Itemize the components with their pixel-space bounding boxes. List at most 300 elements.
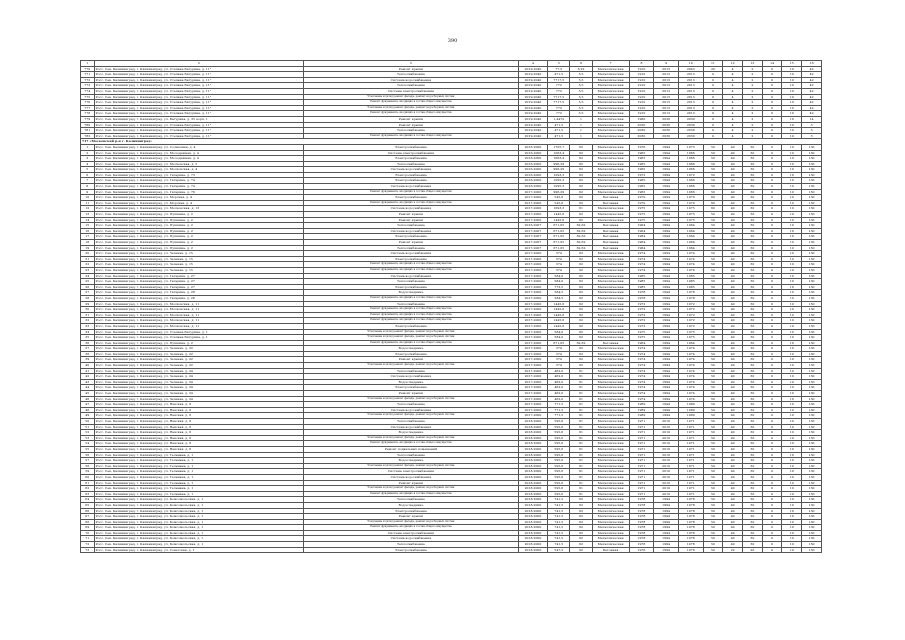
table-cell: 2018-2000: [518, 458, 548, 464]
table-cell: 130: [802, 346, 822, 352]
table-cell: 2019-2040: [518, 72, 548, 78]
table-cell: 772: [548, 111, 570, 117]
table-cell: 2019-2040: [518, 128, 548, 134]
table-cell: 50: [703, 301, 723, 307]
table-cell: 1971: [629, 469, 654, 475]
table-cell: 0: [762, 240, 782, 246]
table-cell: 50: [703, 234, 723, 240]
table-cell: 30: [743, 329, 763, 335]
table-cell: 0: [762, 256, 782, 262]
table-cell: 10: [782, 144, 802, 150]
table-cell: 62: [570, 542, 592, 548]
table-cell: Металлическая: [592, 419, 629, 425]
table-cell: Система водоснабжения: [304, 273, 519, 279]
table-cell: 2010: [654, 435, 679, 441]
table-cell: 130: [802, 497, 822, 503]
table-cell: Металлическая: [592, 206, 629, 212]
table-cell: 4: [723, 111, 743, 117]
table-cell: 2017-2000: [518, 363, 548, 369]
table-cell: 0: [762, 542, 782, 548]
table-cell: 61: [570, 424, 592, 430]
table-cell: 130: [802, 200, 822, 206]
table-cell: 10: [782, 474, 802, 480]
table-cell: 2010: [654, 419, 679, 425]
table-cell: 1975: [678, 212, 703, 218]
table-cell: 40: [723, 363, 743, 369]
table-cell: 52: [81, 430, 95, 436]
table-cell: 30: [743, 480, 763, 486]
table-cell: Водоотведение: [304, 346, 519, 352]
table-cell: 50: [703, 267, 723, 273]
table-cell: 1971: [629, 486, 654, 492]
table-cell: 0: [762, 66, 782, 72]
table-cell: Водоотведение: [304, 379, 519, 385]
table-cell: Система водоснабжения: [304, 474, 519, 480]
table-cell: 1971: [629, 458, 654, 464]
table-cell: Росс. Сев. Калининград, г. Калининград, ул. Московская, д. 11: [94, 307, 304, 313]
table-cell: 62: [570, 150, 592, 156]
table-cell: 1971: [629, 491, 654, 497]
table-cell: 1985: [629, 284, 654, 290]
table-cell: 42: [802, 111, 822, 117]
table-cell: 1974: [678, 374, 703, 380]
table-cell: 130: [802, 256, 822, 262]
table-cell: 30: [743, 346, 763, 352]
table-cell: 1910: [629, 72, 654, 78]
table-cell: 1971: [678, 435, 703, 441]
table-cell: 741,5: [548, 497, 570, 503]
table-cell: 40: [723, 346, 743, 352]
table-cell: 40: [723, 435, 743, 441]
table-cell: 1: [570, 116, 592, 122]
table-cell: Росс. Сев. Калининград, г. Калининград, ул. Зеленая, д. 24: [94, 385, 304, 391]
table-cell: 1965: [629, 184, 654, 190]
table-cell: Система водоснабжения: [304, 407, 519, 413]
table-cell: 50: [703, 156, 723, 162]
table-cell: 545,6: [548, 195, 570, 201]
table-cell: 62: [570, 273, 592, 279]
table-cell: 0: [762, 144, 782, 150]
table-cell: 50: [703, 256, 723, 262]
table-cell: 2017-2000: [518, 379, 548, 385]
table-cell: 4: [723, 105, 743, 111]
table-cell: 130: [802, 530, 822, 536]
table-cell: 1970: [629, 195, 654, 201]
table-cell: 50: [703, 346, 723, 352]
table-cell: Росс. Сев. Калининград, г. Калининград, ул. Московская, д. 11: [94, 301, 304, 307]
table-cell: 130: [802, 340, 822, 346]
table-cell: Металлическая: [592, 514, 629, 520]
table-cell: 13: [81, 212, 95, 218]
table-cell: Водоотведение: [304, 430, 519, 436]
table-cell: 42: [802, 88, 822, 94]
table-cell: 10: [782, 83, 802, 89]
table-cell: 1964: [629, 340, 654, 346]
table-cell: 30: [743, 514, 763, 520]
table-cell: 0: [762, 407, 782, 413]
table-cell: 30: [81, 307, 95, 313]
table-cell: 671,05: [548, 223, 570, 229]
table-cell: Росс. Сев. Калининград, г. Калининград, ул. Московская, д. 4: [94, 167, 304, 173]
table-cell: 1972: [678, 301, 703, 307]
table-cell: 10: [782, 184, 802, 190]
table-cell: 62: [570, 262, 592, 268]
table-cell: 0: [762, 184, 782, 190]
table-cell: 40: [723, 463, 743, 469]
table-cell: 130: [802, 357, 822, 363]
table-cell: 2017-2000: [518, 307, 548, 313]
table-cell: 1994: [654, 279, 679, 285]
table-cell: Металлическая: [592, 407, 629, 413]
table-cell: 1964: [629, 245, 654, 251]
table-cell: Металлическая: [592, 435, 629, 441]
table-cell: Росс. Сев. Калининград, г. Калининград, ул. Зеленая, д. 24: [94, 396, 304, 402]
table-cell: Росс. Сев. Калининград, г. Калининград, ул. Невская, д. 6: [94, 441, 304, 447]
capital-repair-table: [80, 60, 822, 553]
table-cell: 0: [762, 480, 782, 486]
table-cell: 50: [703, 251, 723, 257]
table-cell: 40: [723, 251, 743, 257]
table-cell: 40: [723, 469, 743, 475]
table-cell: Ремонт крыши: [304, 480, 519, 486]
table-cell: 1985: [678, 284, 703, 290]
table-cell: Росс. Сев. Калининград, г. Калининград, ул. Солнечная, д. 4: [94, 144, 304, 150]
table-cell: 1445,6: [548, 301, 570, 307]
table-cell: 1994: [654, 262, 679, 268]
table-cell: 0: [762, 200, 782, 206]
table-cell: 0: [762, 441, 782, 447]
table-cell: 130: [802, 474, 822, 480]
table-cell: 471,5: [548, 72, 570, 78]
table-cell: 60: [703, 200, 723, 206]
column-header: 1: [81, 61, 95, 67]
table-cell: 0: [762, 206, 782, 212]
table-cell: 130: [802, 206, 822, 212]
table-cell: 1971: [678, 491, 703, 497]
table-cell: 30: [743, 368, 763, 374]
table-cell: 0: [762, 329, 782, 335]
column-header: 10: [678, 61, 703, 67]
table-cell: 1989: [629, 413, 654, 419]
table-cell: 73: [81, 547, 95, 553]
table-cell: 1978: [629, 530, 654, 536]
table-cell: 10: [782, 206, 802, 212]
table-cell: 30: [743, 385, 763, 391]
table-cell: 0: [762, 217, 782, 223]
table-cell: 40: [723, 161, 743, 167]
capital-repair-table-container: [80, 60, 822, 553]
table-cell: 130: [802, 413, 822, 419]
table-cell: 20: [81, 251, 95, 257]
table-cell: 0: [762, 83, 782, 89]
table-cell: 0: [762, 72, 782, 78]
table-cell: 0: [762, 262, 782, 268]
table-cell: 2017-2000: [518, 217, 548, 223]
table-cell: 374: [548, 357, 570, 363]
table-cell: 56: [81, 452, 95, 458]
table-cell: Теплоснабжение: [304, 402, 519, 408]
table-cell: Утепление и (или) ремонт фасада, ремонт водосборных систем: [304, 363, 519, 369]
table-cell: 4: [723, 116, 743, 122]
table-cell: 62: [570, 144, 592, 150]
table-cell: 1994: [654, 402, 679, 408]
table-cell: 1974: [629, 346, 654, 352]
table-cell: 2019-2040: [518, 77, 548, 83]
table-cell: 40: [723, 184, 743, 190]
table-cell: 10: [782, 430, 802, 436]
table-cell: 4: [723, 133, 743, 139]
table-row: [81, 262, 822, 268]
table-cell: 31: [81, 312, 95, 318]
table-cell: 2: [743, 111, 763, 117]
table-cell: 50: [703, 430, 723, 436]
table-cell: Росс. Сев. Калининград, г. Калининград, ул. Морская, д. 4: [94, 200, 304, 206]
table-cell: 10: [782, 351, 802, 357]
table-cell: Бетонная: [592, 547, 629, 553]
table-cell: 130: [802, 446, 822, 452]
table-cell: 10: [782, 178, 802, 184]
table-cell: 0: [762, 307, 782, 313]
table-cell: 0: [762, 452, 782, 458]
table-cell: Металлическая: [592, 100, 629, 106]
table-cell: 30: [743, 144, 763, 150]
table-cell: 2019-2040: [518, 116, 548, 122]
table-cell: 130: [802, 391, 822, 397]
table-cell: Металлическая: [592, 172, 629, 178]
table-cell: 773: [81, 83, 95, 89]
table-cell: 0: [762, 284, 782, 290]
table-cell: Металлическая: [592, 94, 629, 100]
table-cell: 2043: [678, 66, 703, 72]
table-cell: 1971: [629, 435, 654, 441]
table-cell: 771: [81, 72, 95, 78]
table-cell: Металлическая: [592, 458, 629, 464]
table-cell: 0: [762, 368, 782, 374]
table-cell: 1978: [678, 290, 703, 296]
table-cell: 40: [723, 273, 743, 279]
table-cell: 62: [570, 536, 592, 542]
table-cell: 2: [743, 105, 763, 111]
table-cell: Металлическая: [592, 525, 629, 531]
table-row: [81, 335, 822, 341]
table-cell: 130: [802, 273, 822, 279]
table-cell: 1989: [678, 402, 703, 408]
table-cell: 2010: [654, 474, 679, 480]
table-cell: 40: [723, 480, 743, 486]
table-cell: Ремонт фундамента, входящих в состав общего имущества: [304, 307, 519, 313]
table-cell: 40: [723, 391, 743, 397]
table-cell: 50: [703, 363, 723, 369]
table-cell: 0: [762, 195, 782, 201]
table-cell: 0: [762, 88, 782, 94]
table-cell: 1910: [629, 88, 654, 94]
table-cell: 2018-2000: [518, 491, 548, 497]
table-cell: Металлическая: [592, 329, 629, 335]
table-cell: 30: [743, 497, 763, 503]
table-cell: Теплоснабжение: [304, 368, 519, 374]
table-cell: 2017-2000: [518, 273, 548, 279]
table-cell: 50: [703, 530, 723, 536]
table-cell: 10: [782, 491, 802, 497]
table-cell: 6: [81, 172, 95, 178]
table-cell: Росс. Сев. Калининград, г. Калининград, ул. Комсомольская, д. 1: [94, 502, 304, 508]
table-cell: Утепление и (или) ремонт фасада, ремонт водосборных систем: [304, 94, 519, 100]
table-cell: Росс. Сев. Калининград, г. Калининград, ул. Невская, д. 6: [94, 419, 304, 425]
table-cell: 741,5: [548, 525, 570, 531]
table-cell: 1971: [678, 474, 703, 480]
table-cell: 50: [703, 446, 723, 452]
table-cell: 130: [802, 195, 822, 201]
table-cell: Металлическая: [592, 508, 629, 514]
table-cell: 50: [703, 474, 723, 480]
table-cell: 62,62: [570, 245, 592, 251]
table-cell: 1978: [678, 497, 703, 503]
table-cell: 595,6: [548, 424, 570, 430]
column-header: 2: [94, 61, 304, 67]
table-cell: 62: [570, 312, 592, 318]
table-cell: 61: [570, 435, 592, 441]
table-cell: 130: [802, 480, 822, 486]
table-cell: 671,05: [548, 245, 570, 251]
table-cell: Металлическая: [592, 474, 629, 480]
table-cell: Росс. Сев. Калининград, г. Калининград, ул. Пушкина, д. 2: [94, 228, 304, 234]
table-cell: Металлическая: [592, 374, 629, 380]
table-cell: 60: [81, 474, 95, 480]
table-cell: 1994: [654, 346, 679, 352]
table-cell: 0: [762, 385, 782, 391]
table-cell: 1976: [678, 547, 703, 553]
table-cell: 0: [703, 88, 723, 94]
table-cell: 1989: [629, 407, 654, 413]
table-row: [81, 200, 822, 206]
table-cell: Электроснабжение: [304, 144, 519, 150]
table-cell: 0: [762, 419, 782, 425]
table-cell: 60: [703, 195, 723, 201]
table-cell: 1994: [654, 497, 679, 503]
table-cell: 40: [723, 413, 743, 419]
table-cell: 40: [723, 514, 743, 520]
table-cell: 1966: [678, 161, 703, 167]
table-cell: 1975: [678, 335, 703, 341]
table-cell: 10: [782, 385, 802, 391]
table-cell: 741,5: [548, 508, 570, 514]
table-cell: 10: [782, 519, 802, 525]
table-cell: Ремонт подвальных помещений: [304, 446, 519, 452]
table-cell: 2019-2040: [518, 122, 548, 128]
table-cell: 1994: [654, 156, 679, 162]
table-cell: 40: [723, 206, 743, 212]
table-cell: 130: [802, 502, 822, 508]
table-cell: 30: [743, 340, 763, 346]
table-cell: 50: [703, 368, 723, 374]
table-cell: 10: [782, 469, 802, 475]
table-cell: 1985: [678, 273, 703, 279]
table-cell: 1971: [678, 430, 703, 436]
table-cell: 1994: [654, 514, 679, 520]
table-cell: 22: [81, 262, 95, 268]
table-cell: 0: [762, 111, 782, 117]
table-cell: 1965: [629, 167, 654, 173]
table-cell: 2018-2000: [518, 542, 548, 548]
table-cell: 0: [762, 128, 782, 134]
table-cell: 1975: [629, 206, 654, 212]
table-cell: 40: [723, 502, 743, 508]
table-cell: 1964: [678, 340, 703, 346]
table-cell: Росс. Сев. Калининград, г. Калининград, ул. Степана Батурина, д. 11": [94, 77, 304, 83]
table-cell: 1974: [678, 368, 703, 374]
table-cell: 50: [703, 374, 723, 380]
table-cell: 0: [762, 402, 782, 408]
table-cell: 0: [762, 525, 782, 531]
table-cell: 1971: [678, 458, 703, 464]
table-cell: 0: [762, 234, 782, 240]
table-cell: Бетонная: [592, 223, 629, 229]
table-cell: 671,05: [548, 228, 570, 234]
table-cell: 10: [782, 346, 802, 352]
table-cell: 0: [762, 335, 782, 341]
table-cell: 1972: [678, 323, 703, 329]
table-cell: Ремонт крыши: [304, 357, 519, 363]
column-header: 14: [762, 61, 782, 67]
table-cell: 0: [762, 497, 782, 503]
table-cell: 1910: [629, 111, 654, 117]
table-cell: 130: [802, 335, 822, 341]
table-cell: 42: [802, 83, 822, 89]
table-cell: 130: [802, 161, 822, 167]
table-cell: 50: [703, 396, 723, 402]
table-cell: 2013: [654, 66, 679, 72]
table-cell: Утепление и (или) ремонт фасада, ремонт водосборных систем: [304, 486, 519, 492]
table-cell: 10: [782, 329, 802, 335]
table-cell: 10: [782, 128, 802, 134]
table-cell: 0: [762, 212, 782, 218]
table-cell: 1994: [654, 363, 679, 369]
table-cell: 69: [81, 525, 95, 531]
table-cell: 61: [570, 419, 592, 425]
table-cell: 1975: [678, 217, 703, 223]
table-cell: 2017-2007: [518, 245, 548, 251]
table-cell: 28: [81, 295, 95, 301]
table-cell: 10: [782, 452, 802, 458]
table-cell: Металлическая: [592, 111, 629, 117]
table-cell: Росс. Сев. Калининград, г. Калининград, ул. Степана Батурина, д. 11": [94, 72, 304, 78]
table-cell: 2010: [654, 446, 679, 452]
table-cell: 62: [570, 346, 592, 352]
table-cell: 10: [782, 100, 802, 106]
table-cell: 2: [743, 122, 763, 128]
table-cell: 62,62: [570, 234, 592, 240]
table-cell: Металлическая: [592, 251, 629, 257]
table-cell: 1972: [678, 318, 703, 324]
table-cell: Металлическая: [592, 402, 629, 408]
table-cell: 130: [802, 424, 822, 430]
table-cell: 130: [802, 363, 822, 369]
table-cell: 30: [743, 323, 763, 329]
table-cell: 61: [570, 469, 592, 475]
table-cell: 1985: [629, 279, 654, 285]
table-cell: Росс. Сев. Калининград, г. Калининград, ул. Батурина, д. 35 корп. 1: [94, 116, 304, 122]
table-cell: 10: [782, 223, 802, 229]
table-cell: Росс. Сев. Калининград, г. Калининград, ул. Гагарина, д. 27: [94, 284, 304, 290]
table-cell: 1445,6: [548, 312, 570, 318]
table-cell: 10: [782, 480, 802, 486]
table-cell: 2017-2000: [518, 335, 548, 341]
table-cell: 1910: [629, 66, 654, 72]
table-cell: 1994: [654, 547, 679, 553]
table-cell: 0: [703, 111, 723, 117]
table-cell: 1985: [629, 273, 654, 279]
table-cell: Система водоснабжения: [304, 228, 519, 234]
